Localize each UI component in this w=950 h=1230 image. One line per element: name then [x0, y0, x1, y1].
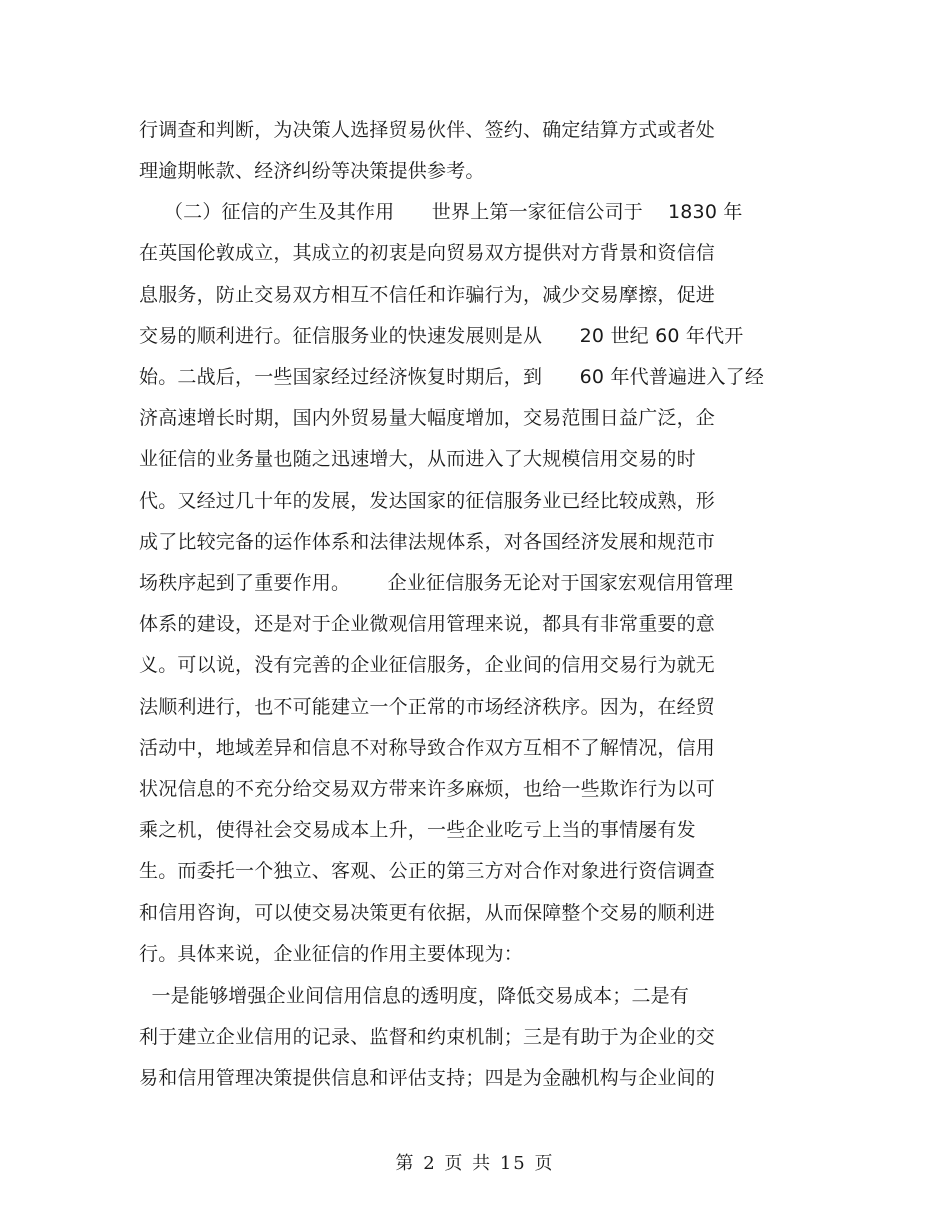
text-line: 利于建立企业信用的记录、监督和约束机制；三是有助于为企业的交 [139, 1026, 716, 1048]
text-line: 在英国伦敦成立，其成立的初衷是向贸易双方提供对方背景和资信信 [139, 242, 716, 264]
text-line: 状况信息的不充分给交易双方带来许多麻烦，也给一些欺诈行为以可 [139, 778, 716, 800]
page-footer: 第 2 页 共 15 页 [395, 1153, 555, 1174]
text-line: 体系的建设，还是对于企业微观信用管理来说，都具有非常重要的意 [139, 613, 716, 635]
text-line: 行调查和判断，为决策人选择贸易伙伴、签约、确定结算方式或者处 [139, 119, 716, 141]
text-line: 成了比较完备的运作体系和法律法规体系，对各国经济发展和规范市 [139, 531, 716, 553]
text-line: 生。而委托一个独立、客观、公正的第三方对合作对象进行资信调查 [139, 860, 716, 882]
text-line: 和信用咨询，可以使交易决策更有依据，从而保障整个交易的顺利进 [139, 902, 716, 924]
text-line: 易和信用管理决策提供信息和评估支持；四是为金融机构与企业间的 [139, 1067, 716, 1089]
text-line: 理逾期帐款、经济纠纷等决策提供参考。 [139, 160, 485, 182]
text-line: 代。又经过几十年的发展，发达国家的征信服务业已经比较成熟，形 [139, 490, 716, 512]
text-line: 义。可以说，没有完善的企业征信服务，企业间的信用交易行为就无 [139, 654, 716, 676]
text-line: 法顺利进行，也不可能建立一个正常的市场经济秩序。因为，在经贸 [139, 696, 716, 718]
text-line: 乘之机，使得社会交易成本上升，一些企业吃亏上当的事情屡有发 [139, 819, 696, 841]
text-line: 息服务，防止交易双方相互不信任和诈骗行为，减少交易摩擦，促进 [139, 284, 716, 306]
text-line: （二）征信的产生及其作用 世界上第一家征信公司于 1830 年 [139, 201, 743, 223]
text-line: 活动中，地域差异和信息不对称导致合作双方互相不了解情况，信用 [139, 737, 716, 759]
text-line: 行。具体来说，企业征信的作用主要体现为： [139, 943, 524, 965]
text-line: 业征信的业务量也随之迅速增大，从而进入了大规模信用交易的时 [139, 448, 696, 470]
text-line: 场秩序起到了重要作用。 企业征信服务无论对于国家宏观信用管理 [139, 572, 734, 594]
text-line: 交易的顺利进行。征信服务业的快速发展则是从 20 世纪 60 年代开 [139, 325, 744, 347]
text-line: 始。二战后，一些国家经过经济恢复时期后，到 60 年代普遍进入了经 [139, 366, 765, 388]
text-line: 济高速增长时期，国内外贸易量大幅度增加，交易范围日益广泛，企 [139, 407, 716, 429]
text-line: 一是能够增强企业间信用信息的透明度，降低交易成本；二是有 [139, 985, 690, 1007]
